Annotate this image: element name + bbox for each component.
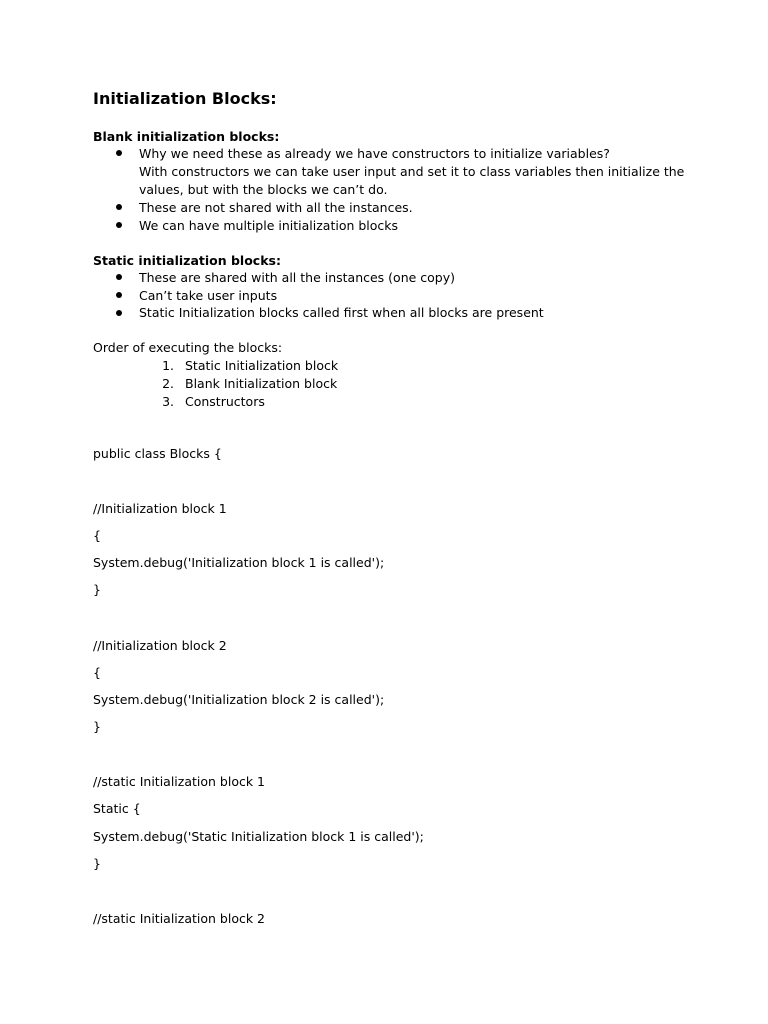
order-item-text: Static Initialization block [185,358,339,373]
code-line: //Initialization block 1 [93,501,227,516]
order-item-number: 1. [162,358,174,373]
document-title: Initialization Blocks: [93,89,277,108]
code-line: //static Initialization block 1 [93,774,266,789]
code-line: //static Initialization block 2 [93,911,266,926]
code-line: Static { [93,801,141,816]
order-item-number: 3. [162,394,174,409]
order-item-text: Constructors [185,394,265,409]
bullet-marker [116,150,122,156]
bullet-marker [116,310,122,316]
blank-bullet-3: We can have multiple initialization blocks [139,218,399,233]
static-section-heading: Static initialization blocks: [93,253,281,268]
code-line: { [93,665,101,680]
code-line: public class Blocks { [93,446,222,461]
bullet-marker [116,204,122,210]
blank-bullet-1-line-1: Why we need these as already we have constructors to initialize variables? [139,146,610,161]
static-bullet-3: Static Initialization blocks called first when all blocks are present [139,305,544,320]
bullet-marker [116,274,122,280]
blank-bullet-2: These are not shared with all the instances. [139,200,413,215]
code-line: System.debug('Initialization block 2 is called'); [93,692,385,707]
code-line: //Initialization block 2 [93,638,227,653]
bullet-marker [116,222,122,228]
order-item-number: 2. [162,376,174,391]
blank-bullet-1-line-3: values, but with the blocks we can’t do. [139,182,388,197]
bullet-marker [116,292,122,298]
blank-bullet-1-line-2: With constructors we can take user input and set it to class variables then initialize the [139,164,685,179]
static-bullet-2: Can’t take user inputs [139,288,278,303]
code-line: } [93,719,101,734]
code-line: System.debug('Static Initialization block 1 is called'); [93,829,424,844]
code-line: } [93,582,101,597]
order-item-text: Blank Initialization block [185,376,338,391]
static-bullet-1: These are shared with all the instances (one copy) [139,270,456,285]
code-line: System.debug('Initialization block 1 is called'); [93,555,385,570]
blank-section-heading: Blank initialization blocks: [93,129,280,144]
code-line: } [93,856,101,871]
order-section-heading: Order of executing the blocks: [93,340,283,355]
code-line: { [93,528,101,543]
